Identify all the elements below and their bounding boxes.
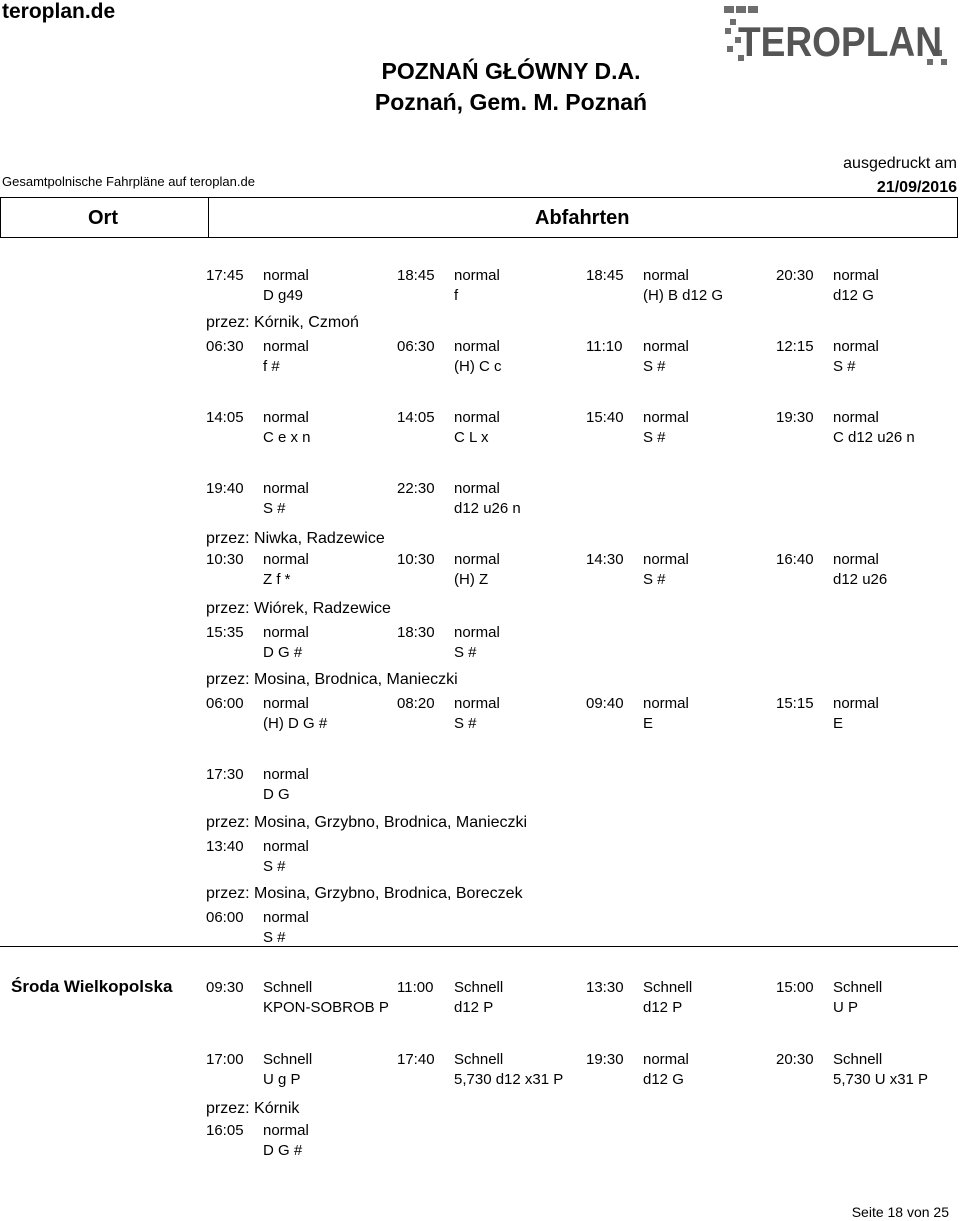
- departure-time: 11:10: [586, 338, 623, 355]
- departure-time: 15:35: [206, 624, 244, 641]
- departure-notes: D g49: [263, 287, 304, 304]
- departure-time: 15:00: [776, 979, 814, 996]
- departure-time: 22:30: [397, 480, 435, 497]
- train-type: normal: [643, 695, 689, 712]
- train-type: normal: [263, 267, 309, 284]
- train-type: normal: [454, 695, 500, 712]
- departure-time: 17:45: [206, 267, 244, 284]
- departure-notes: d12 u26: [833, 571, 888, 588]
- via-heading: przez: Mosina, Grzybno, Brodnica, Manieczki: [206, 814, 528, 831]
- departure-notes: 5,730 U x31 P: [833, 1071, 929, 1088]
- departure-notes: D G: [263, 786, 290, 803]
- departure-notes: C L x: [454, 429, 489, 446]
- departure-notes: S #: [643, 571, 666, 588]
- departure-time: 10:30: [206, 551, 244, 568]
- departure-time: 15:40: [586, 409, 624, 426]
- departure-notes: 5,730 d12 x31 P: [454, 1071, 564, 1088]
- train-type: normal: [263, 766, 309, 783]
- departure-notes: (H) C c: [454, 358, 502, 375]
- train-type: Schnell: [643, 979, 693, 996]
- departure-notes: U g P: [263, 1071, 301, 1088]
- train-type: normal: [263, 1122, 309, 1139]
- via-heading: przez: Mosina, Grzybno, Brodnica, Boreczek: [206, 885, 523, 902]
- departure-notes: U P: [833, 999, 859, 1016]
- departure-notes: D G #: [263, 1142, 303, 1159]
- train-type: normal: [263, 695, 309, 712]
- departure-time: 16:05: [206, 1122, 244, 1139]
- site-name: teroplan.de: [2, 0, 116, 23]
- departure-notes: KPON-SOBROB P: [263, 999, 389, 1016]
- train-type: normal: [833, 409, 879, 426]
- train-type: normal: [263, 480, 309, 497]
- departure-time: 11:00: [397, 979, 434, 996]
- departure-time: 09:40: [586, 695, 624, 712]
- departure-notes: S #: [643, 358, 666, 375]
- departure-notes: d12 P: [643, 999, 683, 1016]
- departure-time: 20:30: [776, 267, 814, 284]
- departure-notes: S #: [833, 358, 856, 375]
- departure-time: 13:30: [586, 979, 624, 996]
- train-type: normal: [263, 624, 309, 641]
- printed-label: ausgedruckt am: [843, 155, 957, 172]
- departure-notes: C e x n: [263, 429, 311, 446]
- departure-time: 14:05: [397, 409, 435, 426]
- train-type: normal: [454, 480, 500, 497]
- via-heading: przez: Niwka, Radzewice: [206, 530, 385, 547]
- departure-time: 06:00: [206, 695, 244, 712]
- departure-notes: (H) B d12 G: [643, 287, 724, 304]
- departure-notes: d12 G: [643, 1071, 684, 1088]
- departure-time: 19:30: [586, 1051, 624, 1068]
- departure-notes: d12 u26 n: [454, 500, 521, 517]
- train-type: normal: [833, 267, 879, 284]
- departure-time: 17:30: [206, 766, 244, 783]
- site-subtitle: Gesamtpolnische Fahrpläne auf teroplan.de: [2, 174, 255, 189]
- departure-notes: f #: [263, 358, 280, 375]
- printed-date: 21/09/2016: [876, 179, 957, 196]
- stop-title: POZNAŃ GŁÓWNY D.A.: [381, 58, 641, 84]
- train-type: normal: [263, 838, 309, 855]
- page-number: Seite 18 von 25: [851, 1204, 949, 1220]
- via-heading: przez: Kórnik, Czmoń: [206, 314, 359, 331]
- train-type: normal: [833, 338, 879, 355]
- departure-time: 16:40: [776, 551, 814, 568]
- departure-time: 09:30: [206, 979, 244, 996]
- departure-time: 17:00: [206, 1051, 244, 1068]
- train-type: normal: [263, 909, 309, 926]
- train-type: normal: [454, 551, 500, 568]
- via-heading: przez: Kórnik: [206, 1100, 300, 1117]
- departure-time: 20:30: [776, 1051, 814, 1068]
- departure-time: 14:30: [586, 551, 624, 568]
- departure-notes: Z f *: [263, 571, 291, 588]
- train-type: normal: [833, 551, 879, 568]
- departure-time: 06:30: [397, 338, 435, 355]
- departure-notes: (H) Z: [454, 571, 489, 588]
- train-type: normal: [454, 624, 500, 641]
- departure-time: 14:05: [206, 409, 244, 426]
- departure-time: 06:30: [206, 338, 244, 355]
- svg-text:TEROPLAN: TEROPLAN: [738, 18, 942, 65]
- departure-notes: S #: [263, 500, 286, 517]
- table-header: [0, 197, 958, 238]
- departure-time: 18:45: [397, 267, 435, 284]
- train-type: normal: [643, 551, 689, 568]
- train-type: Schnell: [263, 1051, 313, 1068]
- column-header-abfahrten: Abfahrten: [535, 207, 630, 229]
- train-type: normal: [454, 338, 500, 355]
- departure-time: 18:30: [397, 624, 435, 641]
- departure-time: 17:40: [397, 1051, 435, 1068]
- train-type: normal: [643, 338, 689, 355]
- section-divider: [0, 946, 958, 947]
- train-type: normal: [643, 267, 689, 284]
- train-type: normal: [454, 409, 500, 426]
- train-type: normal: [833, 695, 879, 712]
- via-heading: przez: Mosina, Brodnica, Manieczki: [206, 671, 458, 688]
- departure-time: 18:45: [586, 267, 624, 284]
- departure-notes: S #: [263, 929, 286, 946]
- departure-time: 08:20: [397, 695, 435, 712]
- train-type: Schnell: [833, 1051, 883, 1068]
- departure-notes: S #: [263, 858, 286, 875]
- train-type: normal: [643, 1051, 689, 1068]
- departure-time: 12:15: [776, 338, 814, 355]
- train-type: normal: [263, 551, 309, 568]
- departure-notes: E: [643, 715, 654, 732]
- departure-time: 19:30: [776, 409, 814, 426]
- departure-notes: S #: [643, 429, 666, 446]
- departure-notes: d12 P: [454, 999, 494, 1016]
- departure-notes: D G #: [263, 644, 303, 661]
- train-type: normal: [263, 409, 309, 426]
- station-name: Środa Wielkopolska: [11, 977, 173, 996]
- stop-subtitle: Poznań, Gem. M. Poznań: [374, 89, 648, 115]
- train-type: Schnell: [833, 979, 883, 996]
- departure-notes: d12 G: [833, 287, 874, 304]
- train-type: normal: [643, 409, 689, 426]
- column-header-ort: Ort: [88, 207, 118, 229]
- train-type: normal: [263, 338, 309, 355]
- train-type: normal: [454, 267, 500, 284]
- departure-notes: E: [833, 715, 844, 732]
- departure-time: 19:40: [206, 480, 244, 497]
- departure-notes: (H) D G #: [263, 715, 328, 732]
- train-type: Schnell: [454, 1051, 504, 1068]
- departure-time: 13:40: [206, 838, 244, 855]
- header-divider: [208, 198, 209, 237]
- departure-time: 15:15: [776, 695, 814, 712]
- departure-time: 10:30: [397, 551, 435, 568]
- departure-notes: C d12 u26 n: [833, 429, 915, 446]
- departure-notes: f: [454, 287, 459, 304]
- departure-notes: S #: [454, 644, 477, 661]
- departure-notes: S #: [454, 715, 477, 732]
- train-type: Schnell: [263, 979, 313, 996]
- via-heading: przez: Wiórek, Radzewice: [206, 600, 391, 617]
- departure-time: 06:00: [206, 909, 244, 926]
- train-type: Schnell: [454, 979, 504, 996]
